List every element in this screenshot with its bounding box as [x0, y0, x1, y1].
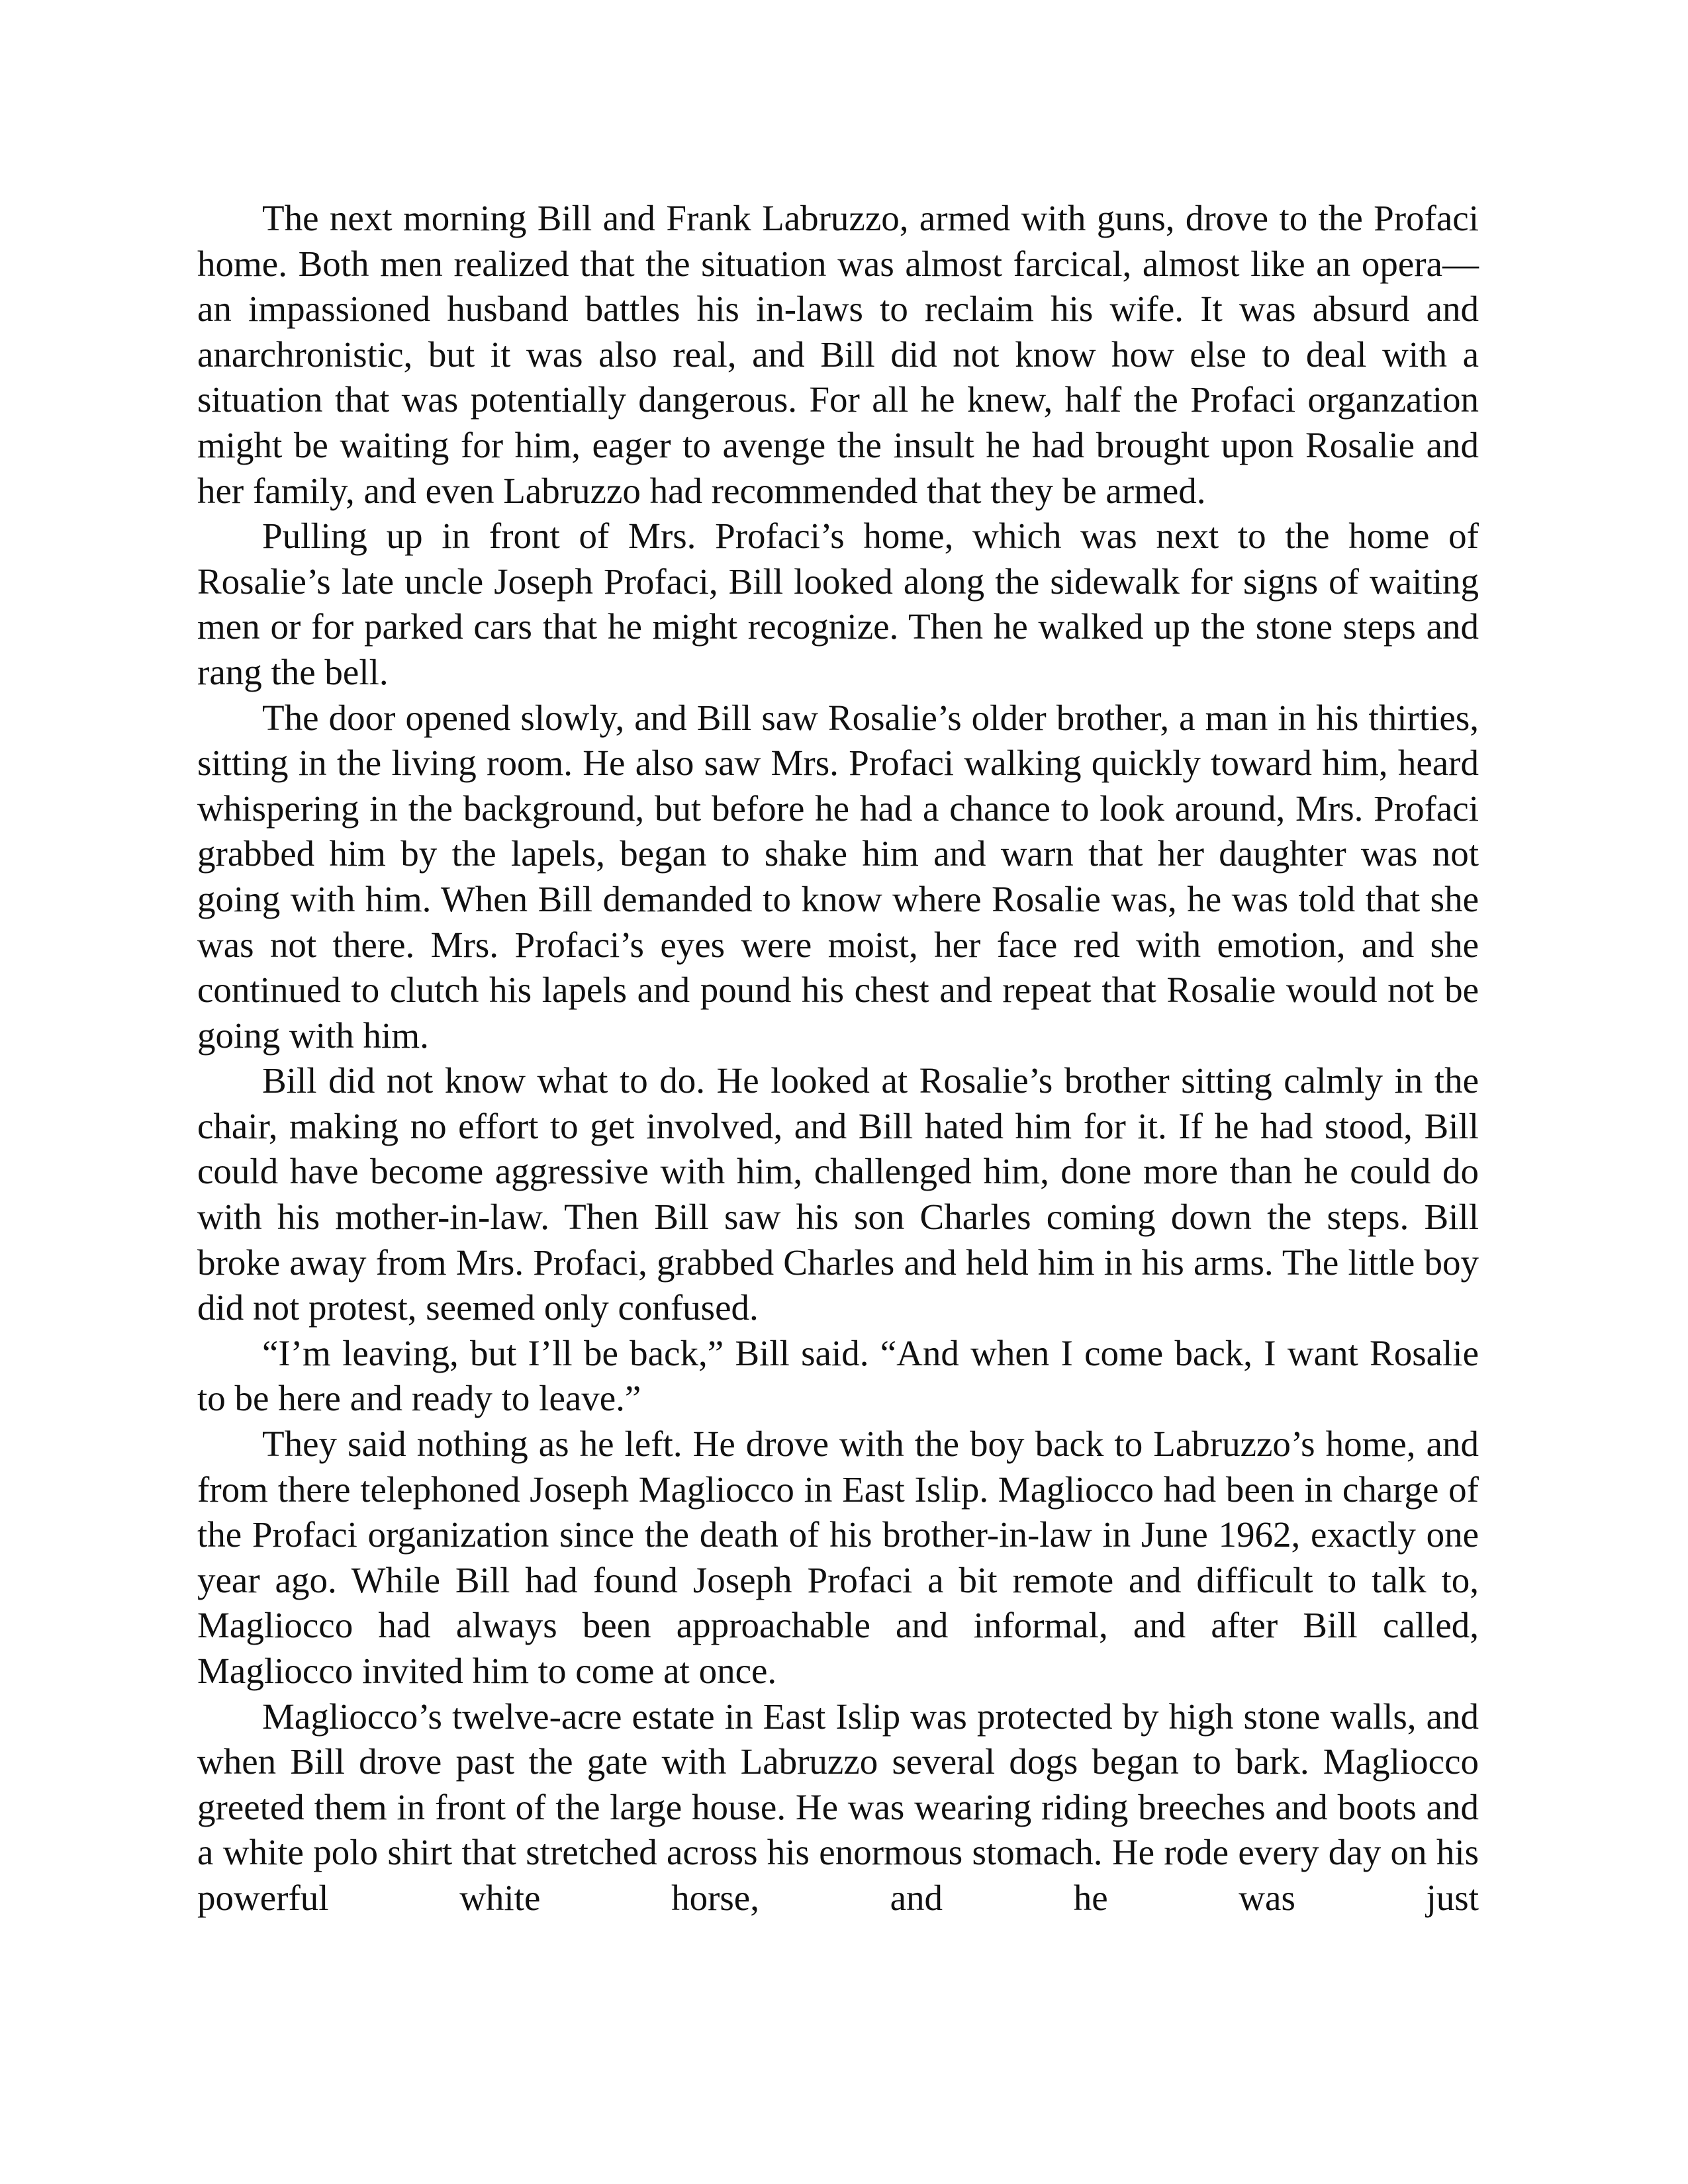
- page-body: [197, 196, 1479, 1921]
- paragraph-6: They said nothing as he left. He drove with the boy back to Labruzzo’s home, and from there telephoned Joseph Magliocco in East Islip. Magliocco had been in charge of the Profaci organization since the death of his brother-in-law in June 1962, exactly one year ago. While Bill had found Joseph Profaci a bit remote and difficult to talk to, Magliocco had always been approachable and informal, and after Bill called, Magliocco invited him to come at once.: [197, 1424, 1479, 1691]
- paragraph-5: “I’m leaving, but I’ll be back,” Bill said. “And when I come back, I want Rosalie to be here and ready to leave.”: [197, 1332, 1479, 1419]
- paragraph-4: Bill did not know what to do. He looked at Rosalie’s brother sitting calmly in the chair, making no effort to get involved, and Bill hated him for it. If he had stood, Bill could have become aggressive with him, challenged him, done more than he could do with his mother-in-law. Then Bill saw his son Charles coming down the steps. Bill broke away from Mrs. Profaci, grabbed Charles and held him in his arms. The little boy did not protest, seemed only confused.: [197, 1060, 1479, 1328]
- paragraph-7: Magliocco’s twelve-acre estate in East Islip was protected by high stone walls, and when Bill drove past the gate with Labruzzo several dogs began to bark. Magliocco greeted them in front of the large house. He was wearing riding breeches and boots and a white polo shirt that stretched across his enormous stomach. He rode every day on his powerful white horse, and he was just: [197, 1696, 1479, 1918]
- paragraph-2: Pulling up in front of Mrs. Profaci’s home, which was next to the home of Rosalie’s late uncle Joseph Profaci, Bill looked along the sidewalk for signs of waiting men or for parked cars that he might recognize. Then he walked up the stone steps and rang the bell.: [197, 516, 1479, 692]
- paragraph-1: The next morning Bill and Frank Labruzzo, armed with guns, drove to the Profaci home. Both men realized that the situation was almost farcical, almost like an opera—an impassioned husband battles his in-laws to reclaim his wife. It was absurd and anarchronistic, but it was also real, and Bill did not know how else to deal with a situation that was potentially dangerous. For all he knew, half the Profaci organzation might be waiting for him, eager to avenge the insult he had brought upon Rosalie and her family, and even Labruzzo had recommended that they be armed.: [197, 198, 1479, 511]
- paragraph-3: The door opened slowly, and Bill saw Rosalie’s older brother, a man in his thirties, sitting in the living room. He also saw Mrs. Profaci walking quickly toward him, heard whispering in the background, but before he had a chance to look around, Mrs. Profaci grabbed him by the lapels, began to shake him and warn that her daughter was not going with him. When Bill demanded to know where Rosalie was, he was told that she was not there. Mrs. Profaci’s eyes were moist, her face red with emotion, and she continued to clutch his lapels and pound his chest and repeat that Rosalie would not be going with him.: [197, 697, 1479, 1056]
